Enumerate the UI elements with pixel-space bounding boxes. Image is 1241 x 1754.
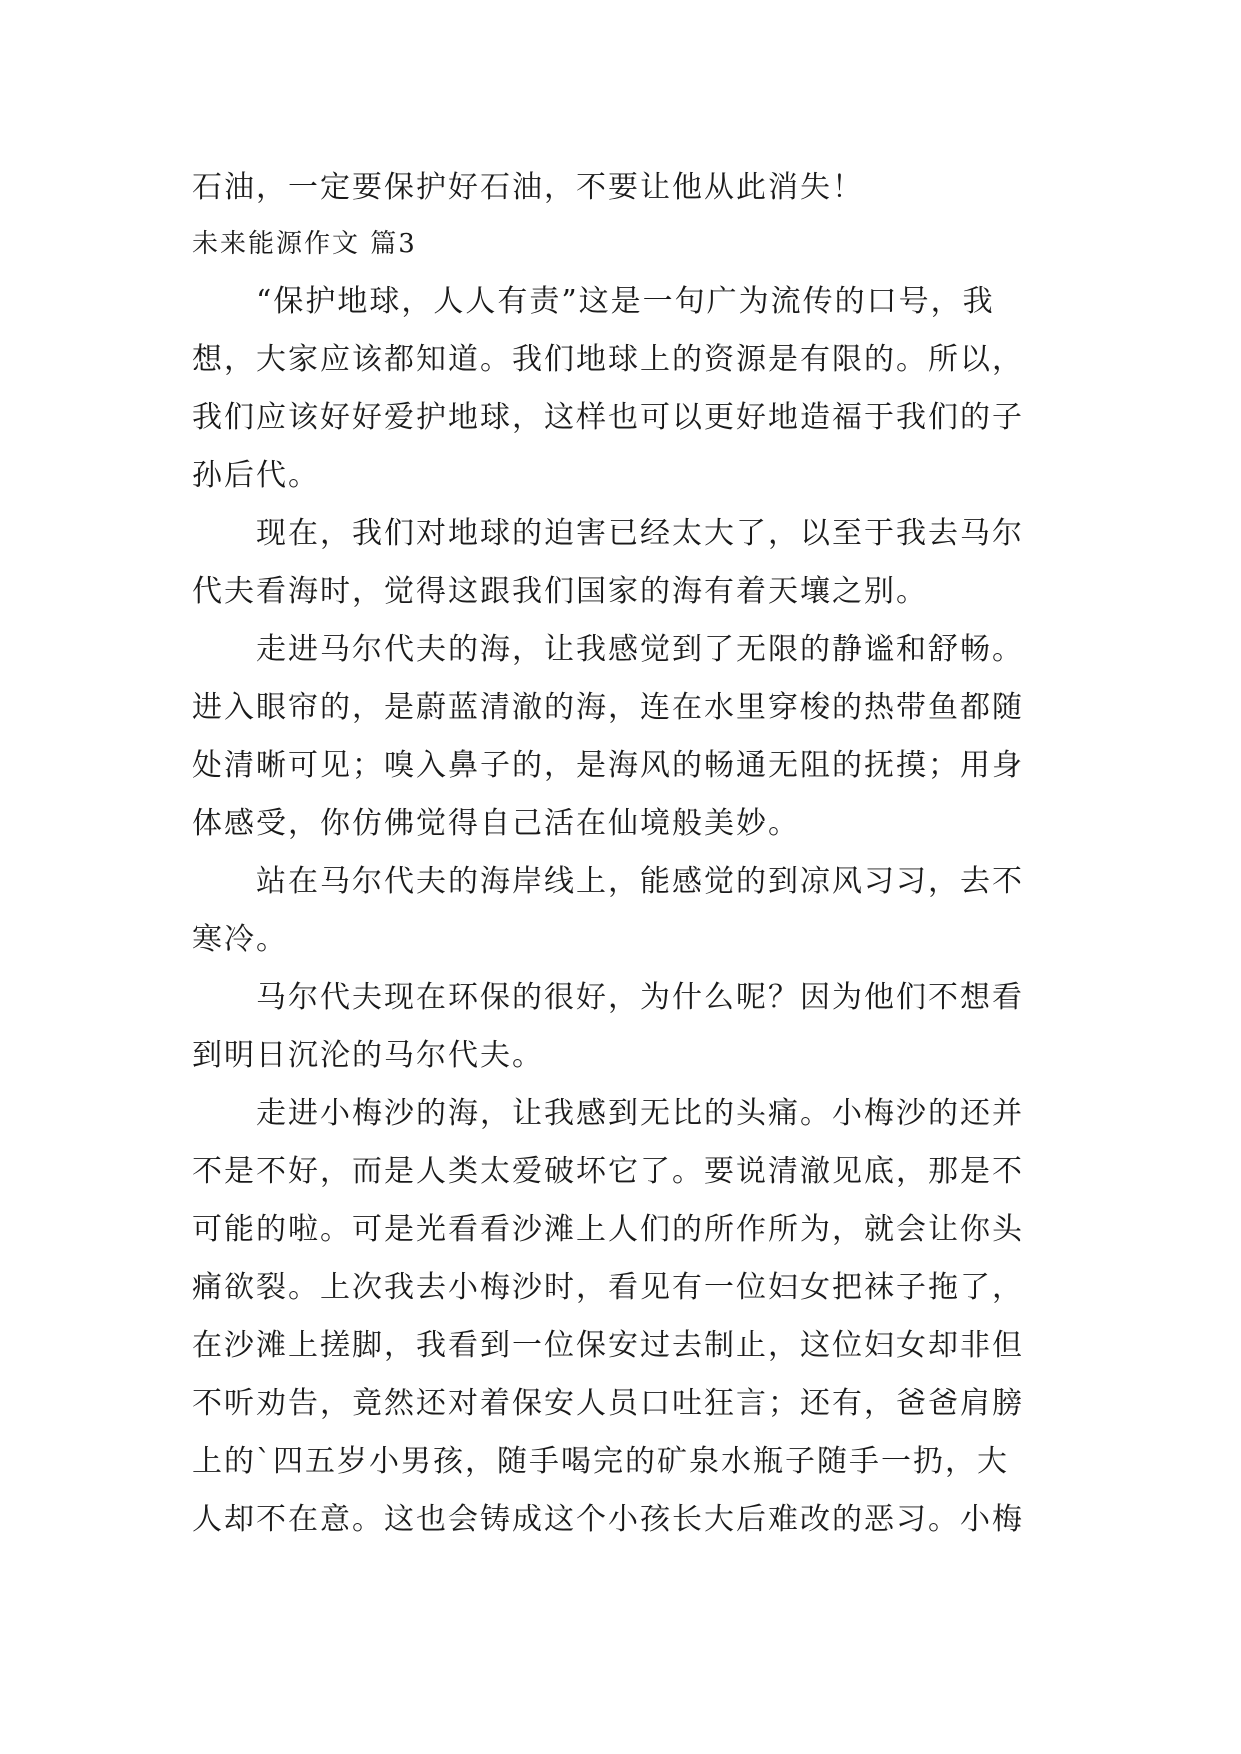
text-line: 走进小梅沙的海，让我感到无比的头痛。小梅沙的还并 xyxy=(256,1096,1024,1131)
section-heading: 未来能源作文 篇3 xyxy=(192,229,417,259)
text-line: 进入眼帘的，是蔚蓝清澈的海，连在水里穿梭的热带鱼都随 xyxy=(192,690,1024,725)
text-line: 痛欲裂。上次我去小梅沙时，看见有一位妇女把袜子拖了， xyxy=(192,1270,1024,1305)
text-line: 代夫看海时，觉得这跟我们国家的海有着天壤之别。 xyxy=(192,574,928,609)
text-line: 想，大家应该都知道。我们地球上的资源是有限的。所以， xyxy=(192,342,1024,377)
text-line: 上的`四五岁小男孩，随手喝完的矿泉水瓶子随手一扔，大 xyxy=(192,1444,1009,1479)
text-line: 不听劝告，竟然还对着保安人员口吐狂言；还有，爸爸肩膀 xyxy=(192,1386,1024,1421)
text-line: 处清晰可见；嗅入鼻子的，是海风的畅通无阻的抚摸；用身 xyxy=(192,748,1024,783)
text-line: 体感受，你仿佛觉得自己活在仙境般美妙。 xyxy=(192,806,800,841)
text-line: 到明日沉沦的马尔代夫。 xyxy=(192,1038,544,1073)
text-line: 人却不在意。这也会铸成这个小孩长大后难改的恶习。小梅 xyxy=(192,1502,1024,1537)
text-line: 寒冷。 xyxy=(192,922,288,957)
text-line: 站在马尔代夫的海岸线上，能感觉的到凉风习习，去不 xyxy=(256,864,1024,899)
text-line: 孙后代。 xyxy=(192,458,320,493)
text-line: 我们应该好好爱护地球，这样也可以更好地造福于我们的子 xyxy=(192,400,1024,435)
text-line: 现在，我们对地球的迫害已经太大了，以至于我去马尔 xyxy=(256,516,1024,551)
text-line: 马尔代夫现在环保的很好，为什么呢？因为他们不想看 xyxy=(256,980,1024,1015)
text-line: 走进马尔代夫的海，让我感觉到了无限的静谧和舒畅。 xyxy=(256,632,1024,667)
text-line: 石油，一定要保护好石油，不要让他从此消失！ xyxy=(192,170,864,205)
text-line: 可能的啦。可是光看看沙滩上人们的所作所为，就会让你头 xyxy=(192,1212,1024,1247)
text-line: 在沙滩上搓脚，我看到一位保安过去制止，这位妇女却非但 xyxy=(192,1328,1024,1363)
text-line: “保护地球，人人有责”这是一句广为流传的口号，我 xyxy=(256,284,995,319)
text-line: 不是不好，而是人类太爱破坏它了。要说清澈见底，那是不 xyxy=(192,1154,1024,1189)
